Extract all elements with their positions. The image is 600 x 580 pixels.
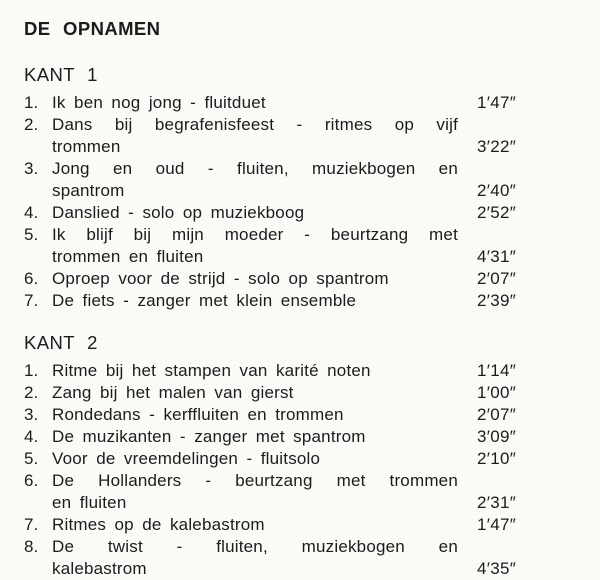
track-duration: 4′31″ xyxy=(477,247,517,266)
track-row xyxy=(24,202,580,224)
track-row xyxy=(24,224,580,268)
track-number: 7. xyxy=(24,291,39,310)
track-number: 7. xyxy=(24,515,39,534)
track-number: 3. xyxy=(24,405,39,424)
track-number: 6. xyxy=(24,471,39,490)
track-duration: 4′35″ xyxy=(477,559,517,578)
track-title xyxy=(52,448,458,470)
track-title-line: kalebastrom xyxy=(52,559,147,578)
track-title-line: trommen xyxy=(52,137,121,156)
track-row xyxy=(24,470,580,514)
track-title-line: Ik ben nog jong - fluitduet xyxy=(52,93,266,112)
track-row xyxy=(24,448,580,470)
track-title-line: De muzikanten - zanger met spantrom xyxy=(52,427,366,446)
track-title-line: Dans bij begrafenisfeest - ritmes op vijf xyxy=(52,115,458,134)
track-title xyxy=(52,360,458,382)
track-title xyxy=(52,382,458,404)
track-duration: 2′52″ xyxy=(477,203,517,222)
track-duration: 2′40″ xyxy=(477,181,517,200)
track-title xyxy=(52,92,458,114)
track-row xyxy=(24,514,580,536)
track-listing xyxy=(24,64,580,580)
track-duration: 1′47″ xyxy=(477,515,517,534)
track-title xyxy=(52,224,458,268)
track-number: 8. xyxy=(24,537,39,556)
track-row xyxy=(24,158,580,202)
track-row xyxy=(24,360,580,382)
track-row xyxy=(24,92,580,114)
track-title xyxy=(52,536,458,580)
track-title xyxy=(52,426,458,448)
track-duration: 2′07″ xyxy=(477,269,517,288)
track-title-line: en fluiten xyxy=(52,493,127,512)
track-title xyxy=(52,514,458,536)
track-number: 2. xyxy=(24,115,39,134)
track-title-line: Oproep voor de strijd - solo op spantrom xyxy=(52,269,389,288)
track-number: 2. xyxy=(24,383,39,402)
track-number: 1. xyxy=(24,361,39,380)
page-title: DE OPNAMEN xyxy=(24,18,161,39)
track-title xyxy=(52,404,458,426)
track-duration: 1′14″ xyxy=(477,361,517,380)
track-title-line: Voor de vreemdelingen - fluitsolo xyxy=(52,449,321,468)
track-duration: 3′09″ xyxy=(477,427,517,446)
track-title xyxy=(52,290,458,312)
track-list xyxy=(24,360,580,580)
track-title-line: Ritmes op de kalebastrom xyxy=(52,515,265,534)
side-label: KANT 2 xyxy=(24,332,98,353)
track-title-line: Jong en oud - fluiten, muziekbogen en xyxy=(52,159,458,178)
track-number: 5. xyxy=(24,225,39,244)
track-title-line: Rondedans - kerffluiten en trommen xyxy=(52,405,344,424)
track-title xyxy=(52,202,458,224)
track-title xyxy=(52,470,458,514)
track-title xyxy=(52,158,458,202)
track-number: 4. xyxy=(24,427,39,446)
track-number: 6. xyxy=(24,269,39,288)
track-row xyxy=(24,426,580,448)
track-row xyxy=(24,114,580,158)
track-title-line: Ritme bij het stampen van karité noten xyxy=(52,361,371,380)
track-number: 5. xyxy=(24,449,39,468)
track-row xyxy=(24,268,580,290)
track-title xyxy=(52,114,458,158)
track-title-line: De fiets - zanger met klein ensemble xyxy=(52,291,357,310)
track-duration: 2′39″ xyxy=(477,291,517,310)
track-number: 1. xyxy=(24,93,39,112)
track-number: 3. xyxy=(24,159,39,178)
track-title-line: De twist - fluiten, muziekbogen en xyxy=(52,537,458,556)
track-list xyxy=(24,92,580,312)
track-title-line: trommen en fluiten xyxy=(52,247,204,266)
track-title-line: Zang bij het malen van gierst xyxy=(52,383,294,402)
track-duration: 1′47″ xyxy=(477,93,517,112)
track-row xyxy=(24,382,580,404)
side-section xyxy=(24,332,580,580)
track-title xyxy=(52,268,458,290)
track-title-line: spantrom xyxy=(52,181,125,200)
track-duration: 2′10″ xyxy=(477,449,517,468)
side-label: KANT 1 xyxy=(24,64,98,85)
track-duration: 2′07″ xyxy=(477,405,517,424)
track-number: 4. xyxy=(24,203,39,222)
track-title-line: Danslied - solo op muziekboog xyxy=(52,203,305,222)
track-duration: 3′22″ xyxy=(477,137,517,156)
side-section xyxy=(24,64,580,312)
track-title-line: Ik blijf bij mijn moeder - beurtzang met xyxy=(52,225,458,244)
track-title-line: De Hollanders - beurtzang met trommen xyxy=(52,471,458,490)
track-duration: 1′00″ xyxy=(477,383,517,402)
track-duration: 2′31″ xyxy=(477,493,517,512)
track-row xyxy=(24,290,580,312)
track-row xyxy=(24,536,580,580)
track-row xyxy=(24,404,580,426)
